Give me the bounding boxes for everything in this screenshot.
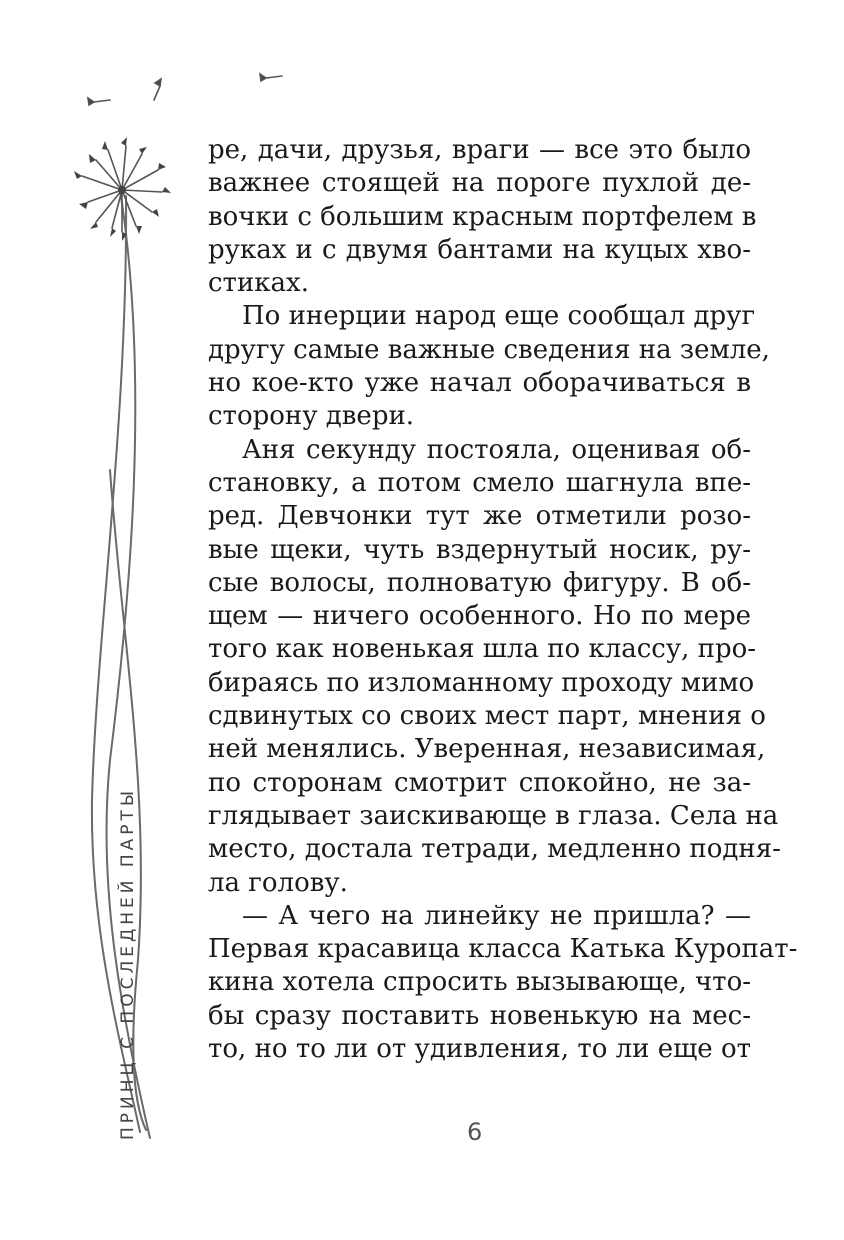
body-text [208,134,798,1066]
text-line: руках и с двумя бантами на куцых хво- [208,234,751,265]
text-line: По инерции народ еще сообщал друг [242,301,756,332]
text-line: Первая красавица класса Катька Куропат- [208,934,798,965]
text-line: сдвинутых со своих мест парт, мнения о [208,701,766,732]
text-line: вые щеки, чуть вздернутый носик, ру- [208,534,751,565]
text-line: сые волосы, полноватую фигуру. В об- [208,567,751,598]
text-line: но кое-кто уже начал оборачиваться в [208,368,751,399]
text-line: ред. Девчонки тут же отметили розо- [208,501,751,532]
text-line: щем — ничего особенного. Но по мере [208,601,751,632]
text-line: ре, дачи, друзья, враги — все это было [208,135,751,165]
text-line: Аня секунду постояла, оценивая об- [242,434,751,465]
page-number: 6 [467,1118,483,1146]
text-line: ней менялись. Уверенная, независимая, [208,734,766,765]
text-line: становку, а потом смело шагнула впе- [208,467,751,498]
text-line: того как новенькая шла по классу, про- [208,634,757,665]
text-line: место, достала тетради, медленно подня- [208,834,781,865]
text-line: другу самые важные сведения на земле, [208,334,770,365]
text-line: кина хотела спросить вызывающе, что- [208,967,752,998]
text-line: важнее стоящей на пороге пухлой де- [208,168,751,199]
text-line: — А чего на линейку не пришла? — [242,900,751,931]
text-line: вочки с большим красным портфелем в [208,201,757,232]
text-line: ла голову. [208,867,348,898]
text-line: бы сразу поставить новенькую на мес- [208,1000,751,1031]
text-line: бираясь по изломанному проходу мимо [208,667,755,698]
text-line: по сторонам смотрит спокойно, не за- [208,767,751,798]
text-line: глядывает заискивающе в глаза. Села на [208,800,779,831]
running-head: ПРИНЦ С ПОСЛЕДНЕЙ ПАРТЫ [118,787,138,1140]
text-line: сторону двери. [208,401,415,432]
text-line: стиках. [208,268,309,299]
text-line: то, но то ли от удивления, то ли еще от [208,1034,751,1065]
